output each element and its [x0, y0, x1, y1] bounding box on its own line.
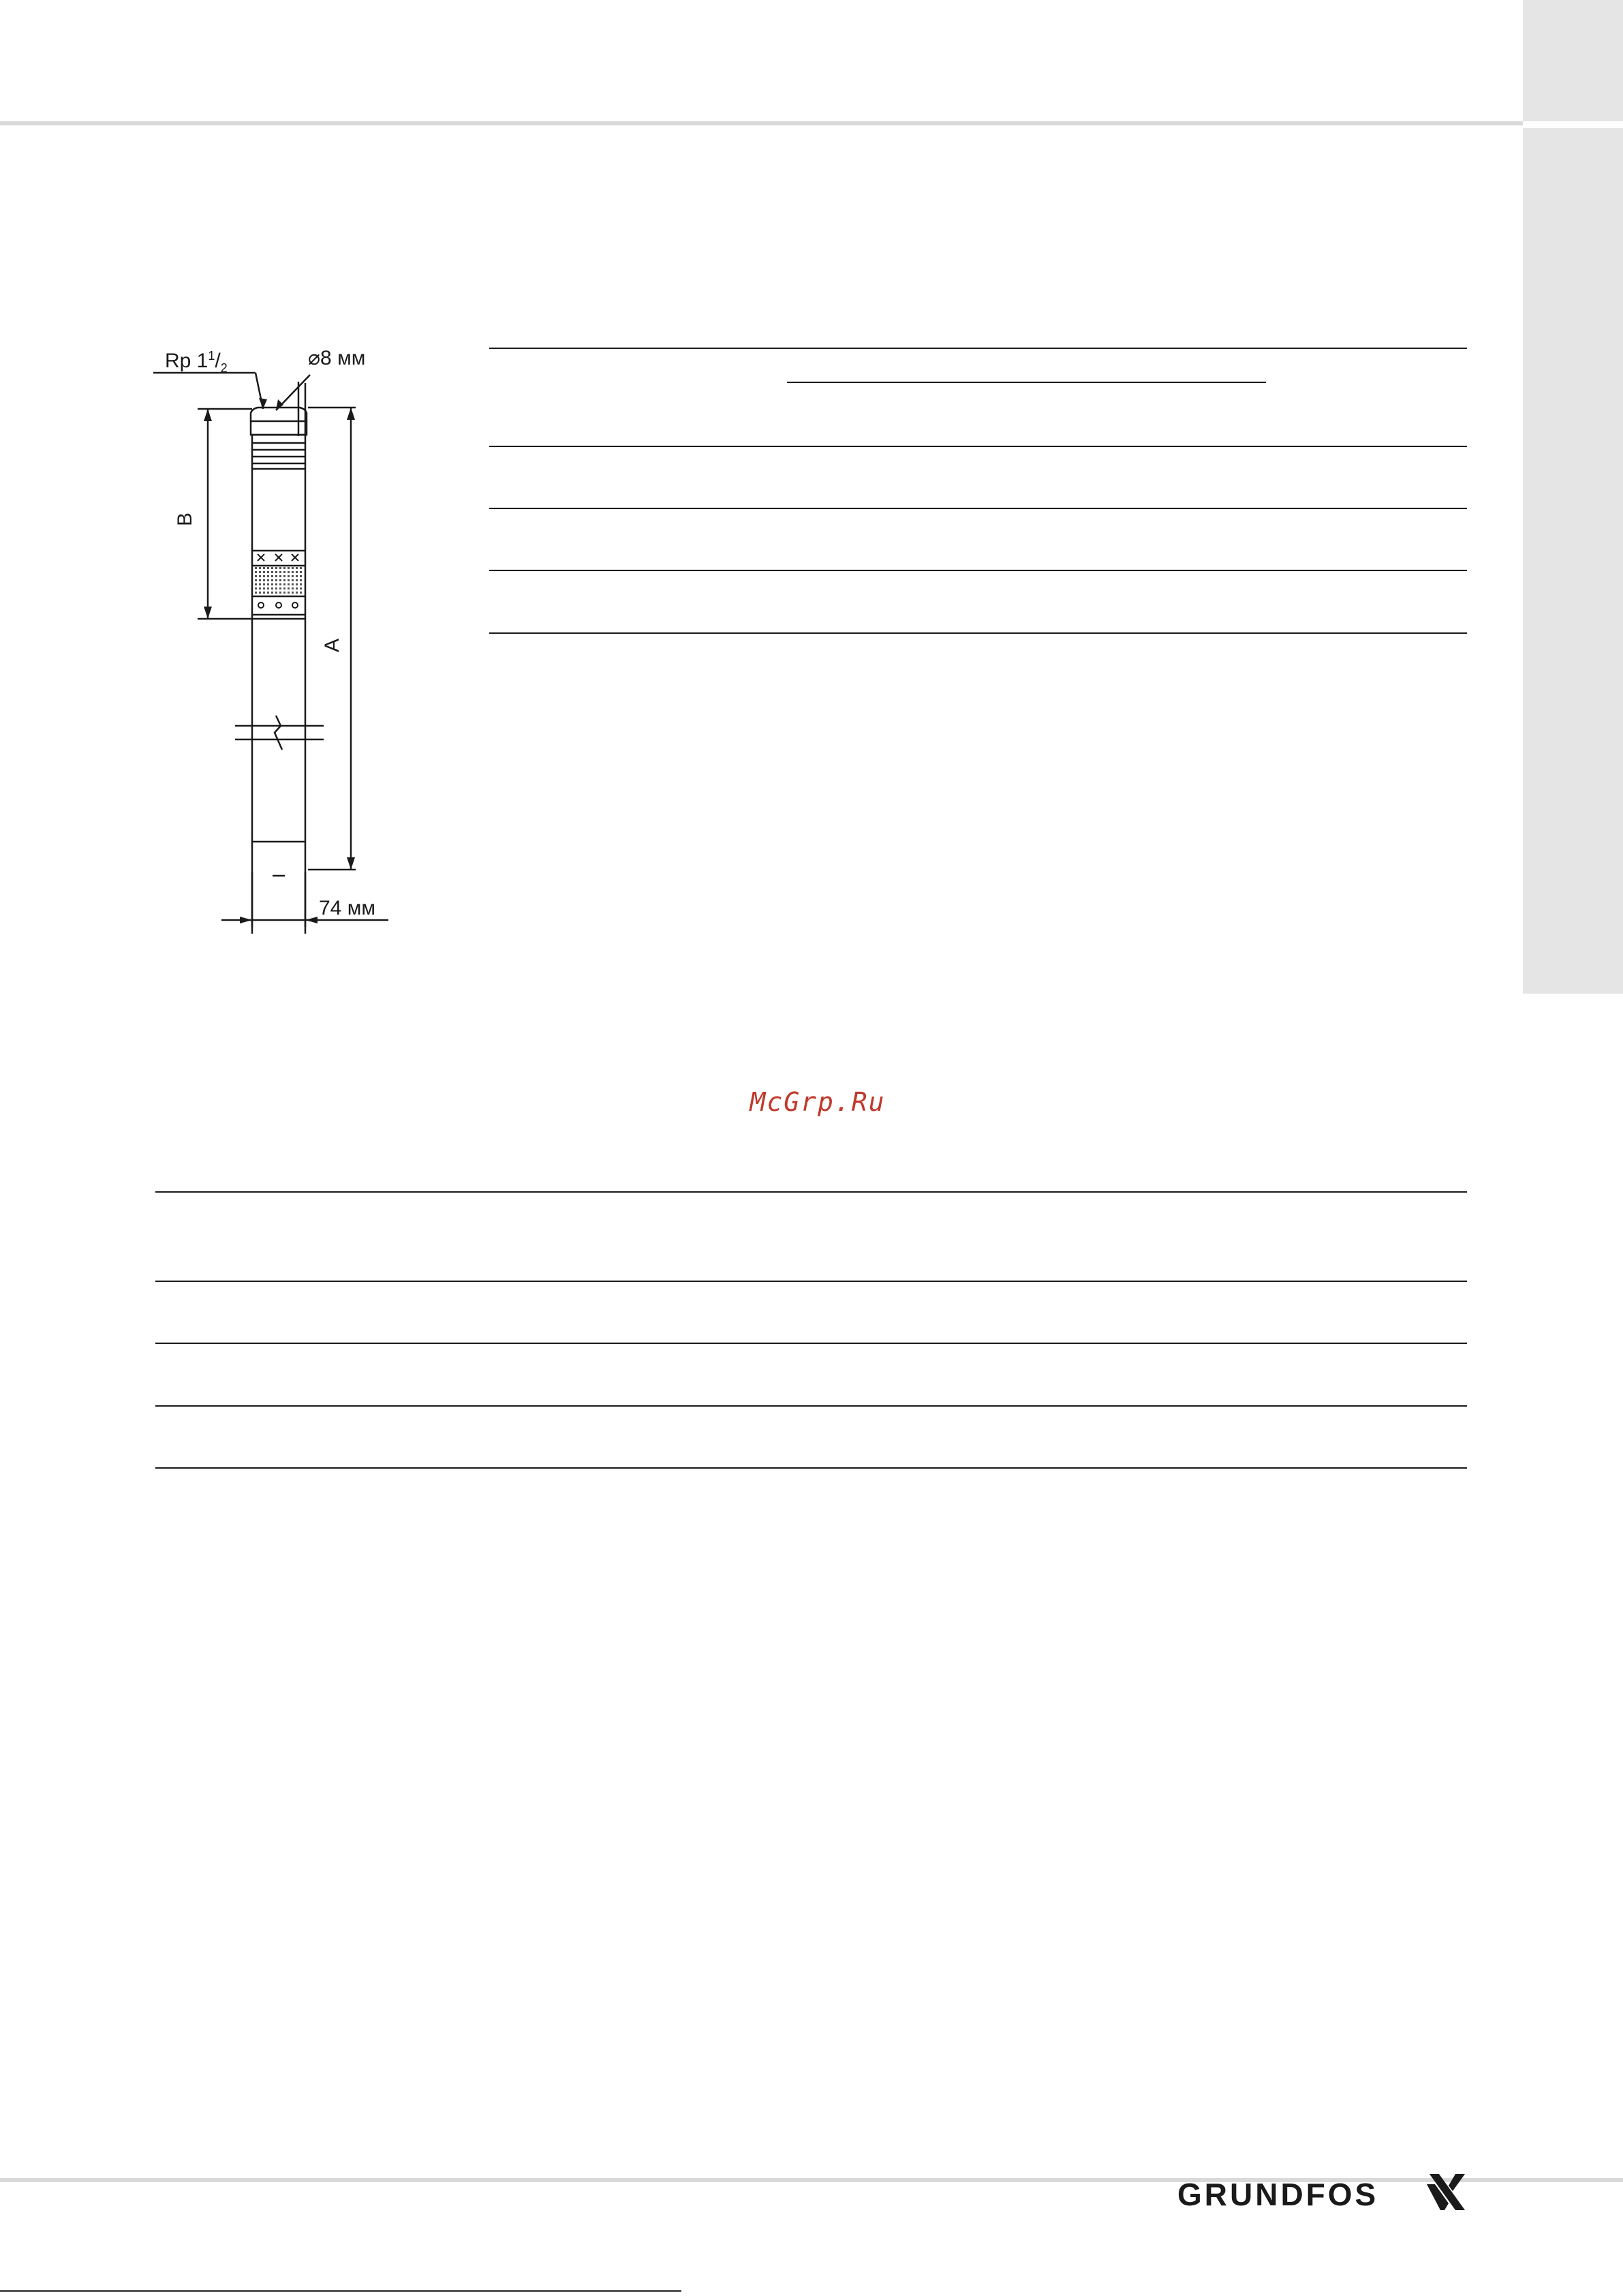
table1-header-underline [787, 382, 1266, 383]
footer-rule [0, 2178, 1623, 2182]
cable-diameter-label: ⌀8 мм [308, 347, 366, 369]
pump-dimension-drawing [136, 334, 409, 934]
dimension-a-label: A [321, 638, 344, 653]
table2-bottom-rule [155, 1467, 1467, 1469]
grundfos-logo-icon [1424, 2171, 1472, 2215]
side-tab-top [1523, 0, 1623, 121]
side-tab-section [1523, 128, 1623, 994]
table1-bottom-rule [489, 632, 1467, 634]
footer-thin-line [0, 2290, 681, 2292]
table2-top-rule [155, 1191, 1467, 1193]
table2-row-rule [155, 1405, 1467, 1407]
grundfos-logo-text: GRUNDFOS [1177, 2177, 1379, 2212]
table1-row-rule [489, 446, 1467, 447]
inlet-thread-label: Rp $1^1/_2$ [165, 349, 228, 375]
dimension-b-label: B [174, 512, 197, 527]
table2-row-rule [155, 1343, 1467, 1344]
header-rule [0, 121, 1523, 125]
table1-top-rule [489, 348, 1467, 349]
table2-row-rule [155, 1281, 1467, 1282]
watermark: McGrp.Ru [749, 1087, 886, 1117]
table1-row-rule [489, 508, 1467, 509]
pump-width-label: 74 мм [319, 897, 375, 919]
table1-row-rule [489, 570, 1467, 571]
